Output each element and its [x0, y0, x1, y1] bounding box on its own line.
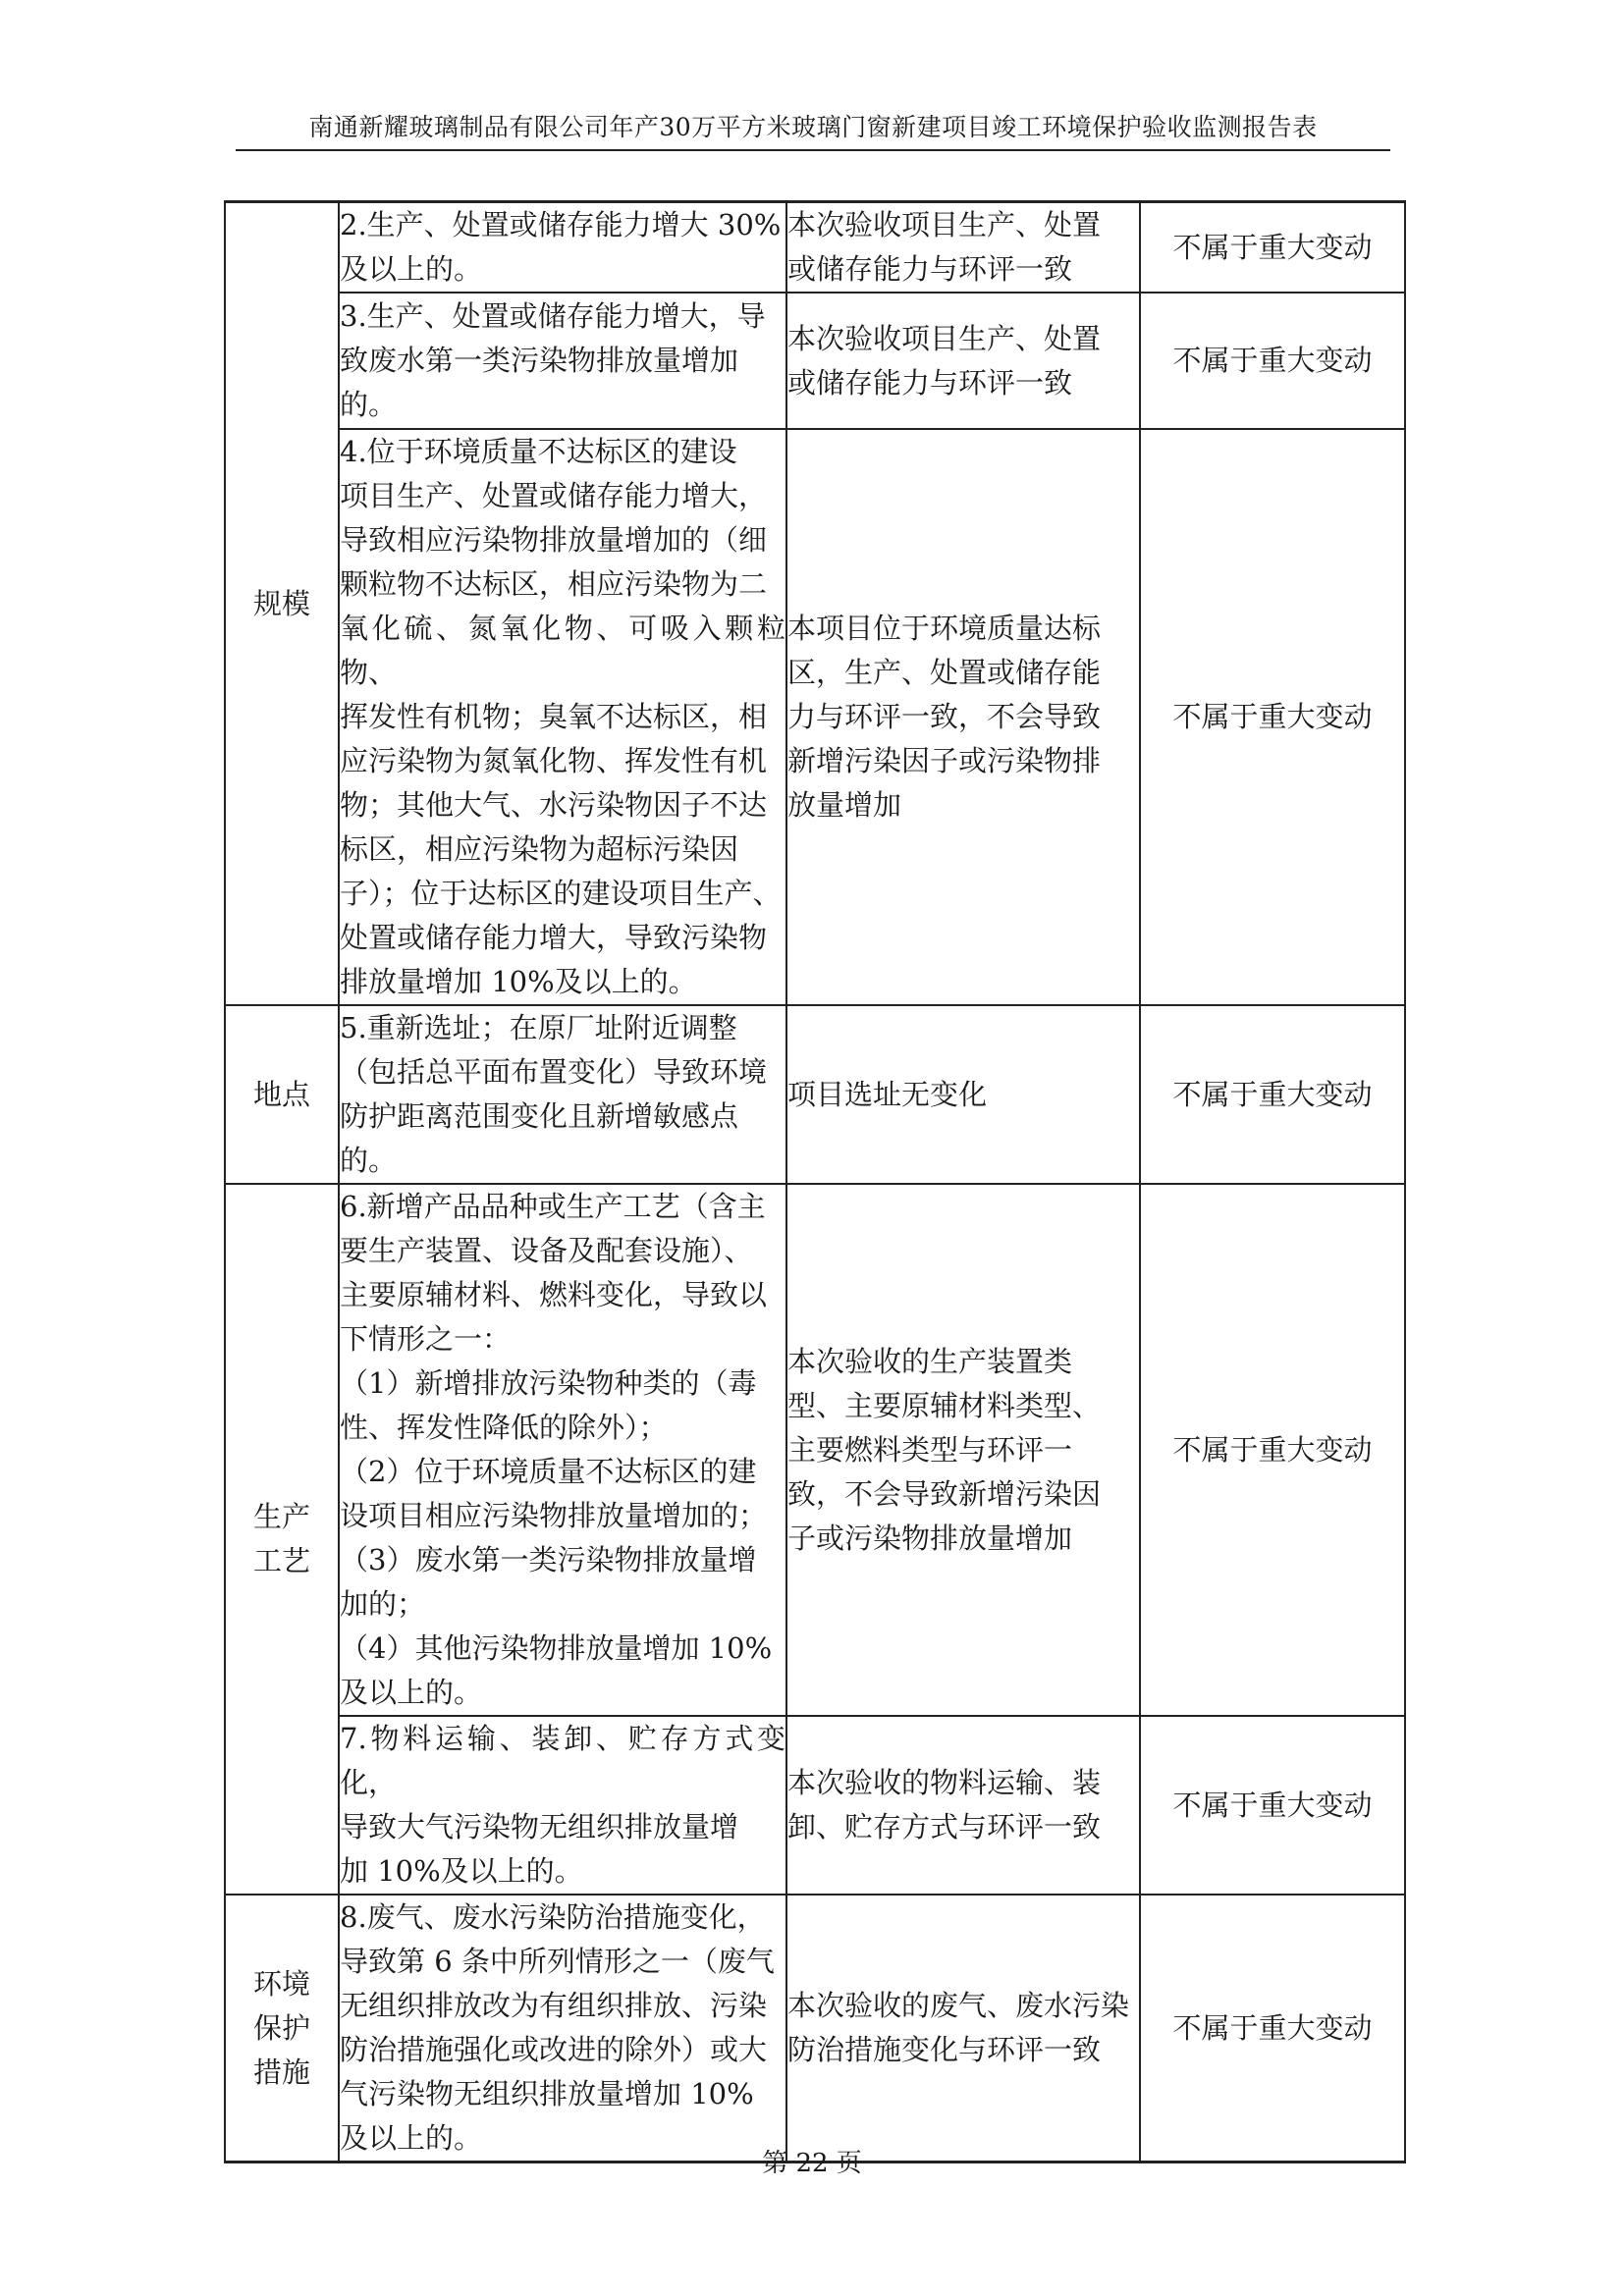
- requirement-line: 性、挥发性降低的除外）；: [340, 1411, 668, 1444]
- requirement-line: 下情形之一：: [340, 1322, 512, 1356]
- requirement-line: 加的；: [340, 1587, 426, 1621]
- category-label: 生产: [252, 1500, 310, 1533]
- category-cell-scale: [225, 202, 339, 1006]
- requirement-line: 应污染物为氮氧化物、挥发性有机: [340, 744, 768, 777]
- header-divider: [236, 149, 1390, 151]
- requirement-line: 子）；位于达标区的建设项目生产、: [340, 877, 782, 910]
- actual-line: 防治措施变化与环评一致: [787, 2033, 1102, 2066]
- requirement-line: 气污染物无组织排放量增加 10%: [340, 2077, 754, 2110]
- requirement-line: （4）其他污染物排放量增加 10%: [340, 1631, 773, 1665]
- requirement-line: 导致相应污染物排放量增加的（细: [340, 523, 768, 557]
- category-cell-environmental-protection: [225, 1895, 339, 2163]
- requirement-cell: [339, 1716, 786, 1895]
- requirement-line: 加 10%及以上的。: [340, 1854, 583, 1888]
- requirement-line: 防护距离范围变化且新增敏感点: [340, 1099, 739, 1133]
- actual-cell: [786, 1184, 1140, 1716]
- actual-line: 本次验收项目生产、处置: [787, 321, 1102, 355]
- category-label: 措施: [252, 2055, 310, 2089]
- actual-line: 本次验收的废气、废水污染: [787, 1989, 1130, 2022]
- actual-cell: [786, 202, 1140, 294]
- actual-line: 本项目位于环境质量达标: [787, 612, 1102, 645]
- requirement-line: 5.重新选址；在原厂址附近调整: [340, 1011, 737, 1044]
- actual-line: 本次验收的生产装置类: [787, 1344, 1073, 1378]
- category-label: 规模: [252, 586, 310, 620]
- requirement-line: 6.新增产品品种或生产工艺（含主: [340, 1190, 766, 1223]
- conclusion-cell: 不属于重大变动: [1140, 293, 1405, 429]
- conclusion-cell: 不属于重大变动: [1140, 429, 1405, 1005]
- requirement-line: 导致第 6 条中所列情形之一（废气: [340, 1945, 775, 1978]
- requirement-line: 3.生产、处置或储存能力增大，导: [340, 299, 766, 333]
- actual-cell: [786, 1716, 1140, 1895]
- actual-line: 本次验收的物料运输、装: [787, 1766, 1102, 1799]
- requirement-line: 主要原辅材料、燃料变化，导致以: [340, 1278, 768, 1311]
- category-label: 地点: [252, 1077, 310, 1111]
- requirement-line: 导致大气污染物无组织排放量增: [340, 1810, 739, 1843]
- requirement-line: 的。: [340, 1144, 398, 1177]
- actual-cell: [786, 293, 1140, 429]
- category-label: 环境: [252, 1966, 310, 2001]
- requirement-cell: [339, 429, 786, 1005]
- requirement-line: 及以上的。: [340, 2121, 483, 2155]
- requirement-cell: [339, 293, 786, 429]
- requirement-line: 及以上的。: [340, 252, 483, 286]
- category-label: 保护: [252, 2010, 310, 2045]
- requirement-line: 物；其他大气、水污染物因子不达: [340, 788, 768, 822]
- actual-cell: [786, 1895, 1140, 2163]
- requirement-line: （1）新增排放污染物种类的（毒: [340, 1366, 757, 1400]
- requirement-line: 项目生产、处置或储存能力增大，: [340, 479, 768, 512]
- page-number: 第 22 页: [762, 2149, 862, 2178]
- table-row: [225, 429, 1405, 1005]
- requirement-line: 要生产装置、设备及配套设施）、: [340, 1234, 753, 1267]
- table-row: [225, 1184, 1405, 1716]
- table-row: [225, 1895, 1405, 2163]
- requirement-line: （包括总平面布置变化）导致环境: [340, 1055, 768, 1089]
- category-cell-location: [225, 1005, 339, 1184]
- actual-line: 本次验收项目生产、处置: [787, 208, 1102, 241]
- requirement-line: 7.物料运输、装卸、贮存方式变化，: [340, 1722, 785, 1799]
- actual-line: 项目选址无变化: [787, 1077, 988, 1111]
- requirement-line: 4.位于环境质量不达标区的建设: [340, 435, 737, 468]
- requirement-line: 2.生产、处置或储存能力增大 30%: [340, 208, 782, 241]
- actual-cell: [786, 1005, 1140, 1184]
- actual-line: 或储存能力与环评一致: [787, 252, 1073, 286]
- requirement-cell: [339, 1184, 786, 1716]
- requirement-line: 防治措施强化或改进的除外）或大: [340, 2033, 768, 2066]
- page-header: 南通新耀玻璃制品有限公司年产30万平方米玻璃门窗新建项目竣工环境保护验收监测报告表: [308, 113, 1318, 141]
- change-assessment-table: [224, 200, 1406, 2163]
- requirement-line: （2）位于环境质量不达标区的建: [340, 1455, 757, 1488]
- conclusion-cell: 不属于重大变动: [1140, 202, 1405, 294]
- actual-line: 或储存能力与环评一致: [787, 365, 1073, 400]
- requirement-line: 挥发性有机物；臭氧不达标区，相: [340, 700, 768, 733]
- requirement-line: （3）废水第一类污染物排放量增: [340, 1543, 757, 1576]
- requirement-line: 无组织排放改为有组织排放、污染: [340, 1989, 768, 2022]
- actual-cell: [786, 429, 1140, 1005]
- conclusion-cell: 不属于重大变动: [1140, 1716, 1405, 1895]
- conclusion-cell: 不属于重大变动: [1140, 1895, 1405, 2163]
- actual-line: 新增污染因子或污染物排: [787, 744, 1102, 777]
- actual-line: 力与环评一致，不会导致: [787, 700, 1102, 733]
- category-label: 工艺: [252, 1544, 310, 1577]
- requirement-line: 的。: [340, 388, 398, 421]
- requirement-line: 排放量增加 10%及以上的。: [340, 965, 697, 998]
- requirement-line: 标区，相应污染物为超标污染因: [340, 832, 739, 866]
- table-row: [225, 293, 1405, 429]
- requirement-line: 及以上的。: [340, 1676, 483, 1709]
- requirement-line: 致废水第一类污染物排放量增加: [340, 344, 739, 377]
- actual-line: 区，生产、处置或储存能: [787, 656, 1102, 689]
- requirement-line: 氧化硫、氮氧化物、可吸入颗粒物、: [340, 612, 785, 689]
- actual-line: 放量增加: [787, 788, 902, 822]
- requirement-line: 处置或储存能力增大，导致污染物: [340, 921, 768, 954]
- actual-line: 子或污染物排放量增加: [787, 1521, 1073, 1555]
- requirement-line: 设项目相应污染物排放量增加的；: [340, 1499, 768, 1532]
- table-row: [225, 1005, 1405, 1184]
- requirement-cell: [339, 1005, 786, 1184]
- table-row: [225, 202, 1405, 294]
- actual-line: 型、主要原辅材料类型、: [787, 1388, 1102, 1422]
- conclusion-cell: 不属于重大变动: [1140, 1184, 1405, 1716]
- category-cell-production-process: [225, 1184, 339, 1895]
- requirement-line: 8.废气、废水污染防治措施变化，: [340, 1900, 766, 1934]
- requirement-cell: [339, 202, 786, 294]
- actual-line: 卸、贮存方式与环评一致: [787, 1810, 1102, 1843]
- requirement-cell: [339, 1895, 786, 2163]
- actual-line: 主要燃料类型与环评一: [787, 1432, 1073, 1467]
- requirement-line: 颗粒物不达标区，相应污染物为二: [340, 567, 768, 601]
- conclusion-cell: 不属于重大变动: [1140, 1005, 1405, 1184]
- actual-line: 致，不会导致新增污染因: [787, 1476, 1102, 1511]
- table-row: [225, 1716, 1405, 1895]
